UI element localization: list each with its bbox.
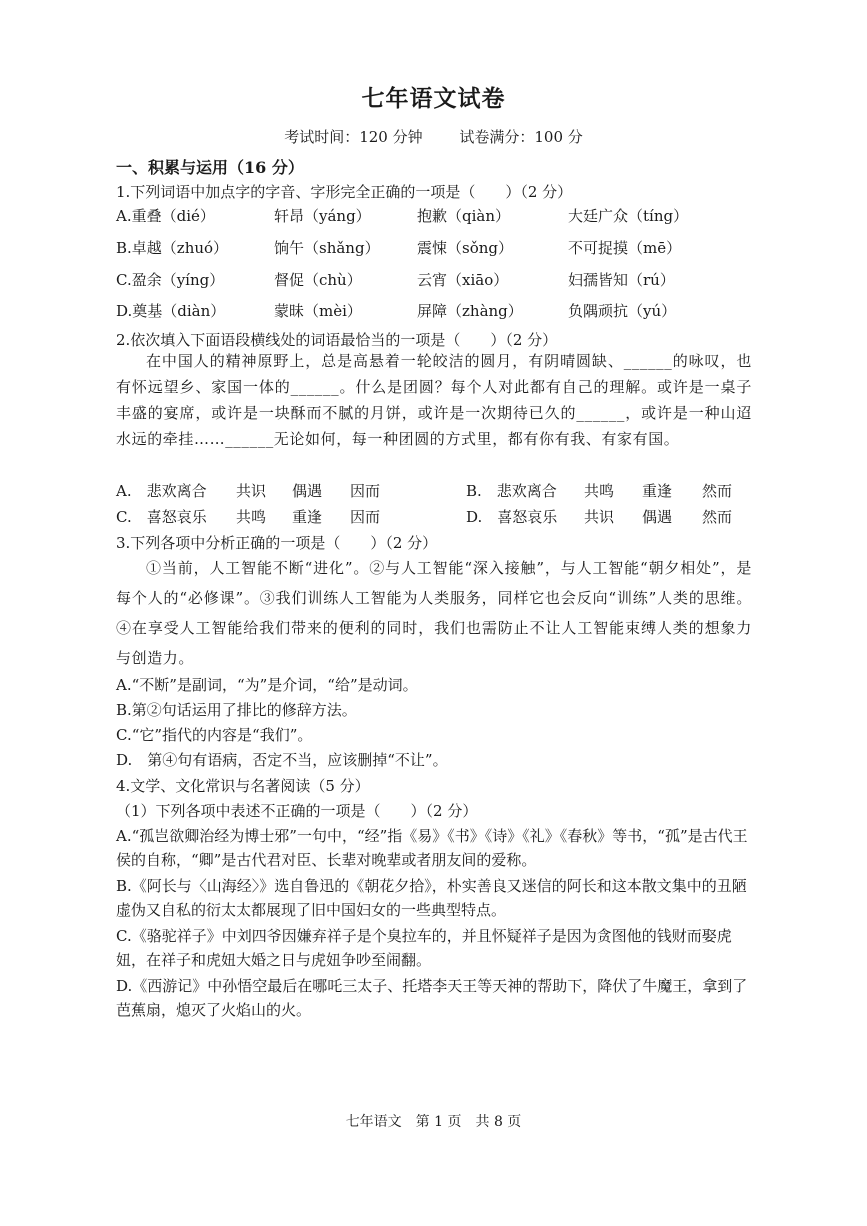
q2-option-d-1: D. 喜怒哀乐: [466, 508, 558, 526]
section-heading: 一、积累与运用（16 分）: [116, 158, 304, 177]
q1-option-c-3: 云宵（xiāo）: [417, 271, 509, 289]
q1-option-b-3: 震悚（sǒng）: [417, 239, 513, 257]
q2-option-a-2: 共识: [236, 482, 267, 500]
q1-option-a-1: A.重叠（dié）: [116, 207, 215, 225]
q2-option-d-3: 偶遇: [642, 508, 673, 526]
q3-option-a: A.“不断”是副词，“为”是介词，“给”是动词。: [116, 676, 418, 694]
q3-stem: 3.下列各项中分析正确的一项是（ ）（2 分）: [116, 534, 438, 552]
q1-option-c-1: C.盈余（yíng）: [116, 271, 225, 289]
q2-option-d-4: 然而: [702, 508, 733, 526]
q4-stem: 4.文学、文化常识与名著阅读（5 分）: [116, 777, 370, 795]
q1-option-d-1: D.奠基（diàn）: [116, 302, 226, 320]
q4-option-c: C.《骆驼祥子》中刘四爷因嫌弃祥子是个臭拉车的，并且怀疑祥子是因为贪图他的钱财而娶虎妞，在祥子和虎妞大婚之日与虎妞争吵至闹翻。: [116, 927, 732, 969]
q2-option-b-1: B. 悲欢离合: [466, 482, 557, 500]
q1-option-a-2: 轩昂（yáng）: [274, 207, 371, 225]
q2-option-c-3: 重逢: [292, 508, 323, 526]
q2-passage: 在中国人的精神原野上，总是高悬着一轮皎洁的圆月，有阴晴圆缺、______的咏叹，也有怀远望乡、家国一体的______。什么是团圆？每个人对此都有自己的理解。或许是一桌子丰盛的宴席，或许是一块酥而不腻的月饼，或许是一次期待已久的______，或许是一种山迢水远的牵挂……______无论如何，每一种团圆的方式里，都有你有我、有家有国。: [116, 352, 752, 448]
q3-option-d: D. 第④句有语病，否定不当，应该删掉“不让”。: [116, 751, 448, 769]
q2-option-b-3: 重逢: [642, 482, 673, 500]
page-title: 七年语文试卷: [361, 85, 506, 112]
q4-option-b: B.《阿长与〈山海经〉》选自鲁迅的《朝花夕拾》，朴实善良又迷信的阿长和这本散文集中的丑陋虚伪又自私的衍太太都展现了旧中国妇女的一些典型特点。: [116, 877, 747, 919]
q2-option-b-4: 然而: [702, 482, 733, 500]
q4-option-a: A.“孤岂欲卿治经为博士邪”一句中，“经”指《易》《书》《诗》《礼》《春秋》等书，“孤”是古代王侯的自称，“卿”是古代君对臣、长辈对晚辈或者朋友间的爱称。: [116, 827, 748, 869]
exam-score: 试卷满分：100 分: [459, 128, 583, 146]
q1-option-b-1: B.卓越（zhuó）: [116, 239, 229, 257]
q2-option-a-1: A. 悲欢离合: [116, 482, 207, 500]
q4-sub-question: （1）下列各项中表述不正确的一项是（ ）（2 分）: [116, 802, 478, 820]
q3-passage: ①当前，人工智能不断“进化”。②与人工智能“深入接触”，与人工智能“朝夕相处”，是每个人的“必修课”。③我们训练人工智能为人类服务，同样它也会反向“训练”人类的思维。④在享受人工智能给我们带来的便利的同时，我们也需防止不让人工智能束缚人类的想象力与创造力。: [116, 559, 752, 667]
q3-option-c: C.“它”指代的内容是“我们”。: [116, 726, 313, 744]
exam-meta: [0, 126, 867, 147]
q1-stem: 1.下列词语中加点字的字音、字形完全正确的一项是（ ）（2 分）: [116, 183, 573, 201]
q2-option-b-2: 共鸣: [584, 482, 615, 500]
q1-option-d-4: 负隅顽抗（yú）: [568, 302, 677, 320]
exam-time: 考试时间：120 分钟: [284, 128, 423, 146]
page-footer: 七年语文 第 1 页 共 8 页: [345, 1114, 522, 1130]
q4-option-d: D.《西游记》中孙悟空最后在哪吒三太子、托塔李天王等天神的帮助下，降伏了牛魔王，拿到了芭蕉扇，熄灭了火焰山的火。: [116, 977, 748, 1019]
q1-option-c-4: 妇孺皆知（rú）: [568, 271, 675, 289]
q2-stem: 2.依次填入下面语段横线处的词语最恰当的一项是（ ）（2 分）: [116, 331, 558, 349]
q2-option-c-4: 因而: [350, 508, 381, 526]
q3-option-b: B.第②句话运用了排比的修辞方法。: [116, 701, 357, 719]
q1-option-a-3: 抱歉（qiàn）: [417, 207, 511, 225]
q2-option-d-2: 共识: [584, 508, 615, 526]
q1-option-b-4: 不可捉摸（mē）: [568, 239, 682, 257]
q2-option-c-2: 共鸣: [236, 508, 267, 526]
q1-option-b-2: 饷午（shǎng）: [274, 239, 380, 257]
q1-option-a-4: 大廷广众（tíng）: [568, 207, 689, 225]
q2-option-a-3: 偶遇: [292, 482, 323, 500]
q1-option-d-2: 蒙昧（mèi）: [274, 302, 362, 320]
q1-option-c-2: 督促（chù）: [274, 271, 362, 289]
q2-option-a-4: 因而: [350, 482, 381, 500]
q2-option-c-1: C. 喜怒哀乐: [116, 508, 207, 526]
q1-option-d-3: 屏障（zhàng）: [417, 302, 523, 320]
